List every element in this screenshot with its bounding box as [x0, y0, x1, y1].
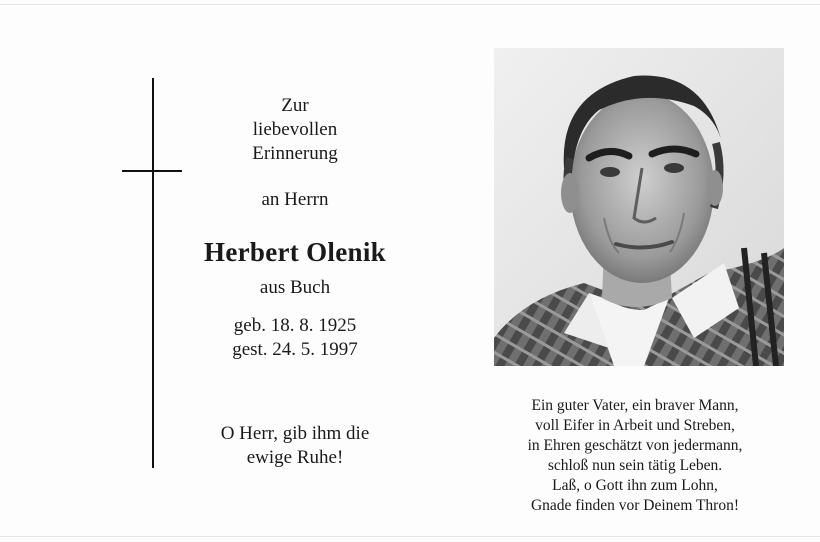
poem-line: Ein guter Vater, ein braver Mann,: [531, 397, 739, 414]
portrait-photo: [494, 48, 784, 366]
prayer-block: [190, 422, 400, 470]
birth-date: geb. 18. 8. 1925: [233, 315, 357, 336]
origin-block: [190, 276, 400, 300]
portrait-image: [494, 48, 784, 366]
poem-line: voll Eifer in Arbeit und Streben,: [535, 417, 735, 434]
salutation: an Herrn: [261, 189, 329, 210]
cross-horizontal-bar: [122, 170, 182, 172]
deceased-name: Herbert Olenik: [204, 237, 386, 267]
poem-line: schloß nun sein tätig Leben.: [547, 457, 723, 474]
dates-block: [190, 314, 400, 362]
prayer-line-2: ewige Ruhe!: [246, 447, 344, 468]
salutation-block: [190, 188, 400, 212]
poem-line: Laß, o Gott ihn zum Lohn,: [552, 477, 718, 494]
heading-line-2: liebevollen: [252, 119, 338, 140]
cross-vertical-bar: [152, 78, 154, 468]
poem-block: [500, 396, 770, 516]
death-date: gest. 24. 5. 1997: [232, 339, 358, 360]
prayer-line-1: O Herr, gib ihm die: [220, 423, 370, 444]
heading-block: [190, 94, 400, 166]
heading-line-1: Zur: [281, 95, 309, 116]
poem-line: in Ehren geschätzt von jedermann,: [527, 437, 743, 454]
card-top-edge: [0, 4, 820, 5]
card-bottom-edge: [0, 536, 820, 537]
origin: aus Buch: [259, 277, 331, 298]
poem-line: Gnade finden vor Deinem Thron!: [530, 497, 740, 514]
heading-line-3: Erinnerung: [252, 143, 338, 164]
